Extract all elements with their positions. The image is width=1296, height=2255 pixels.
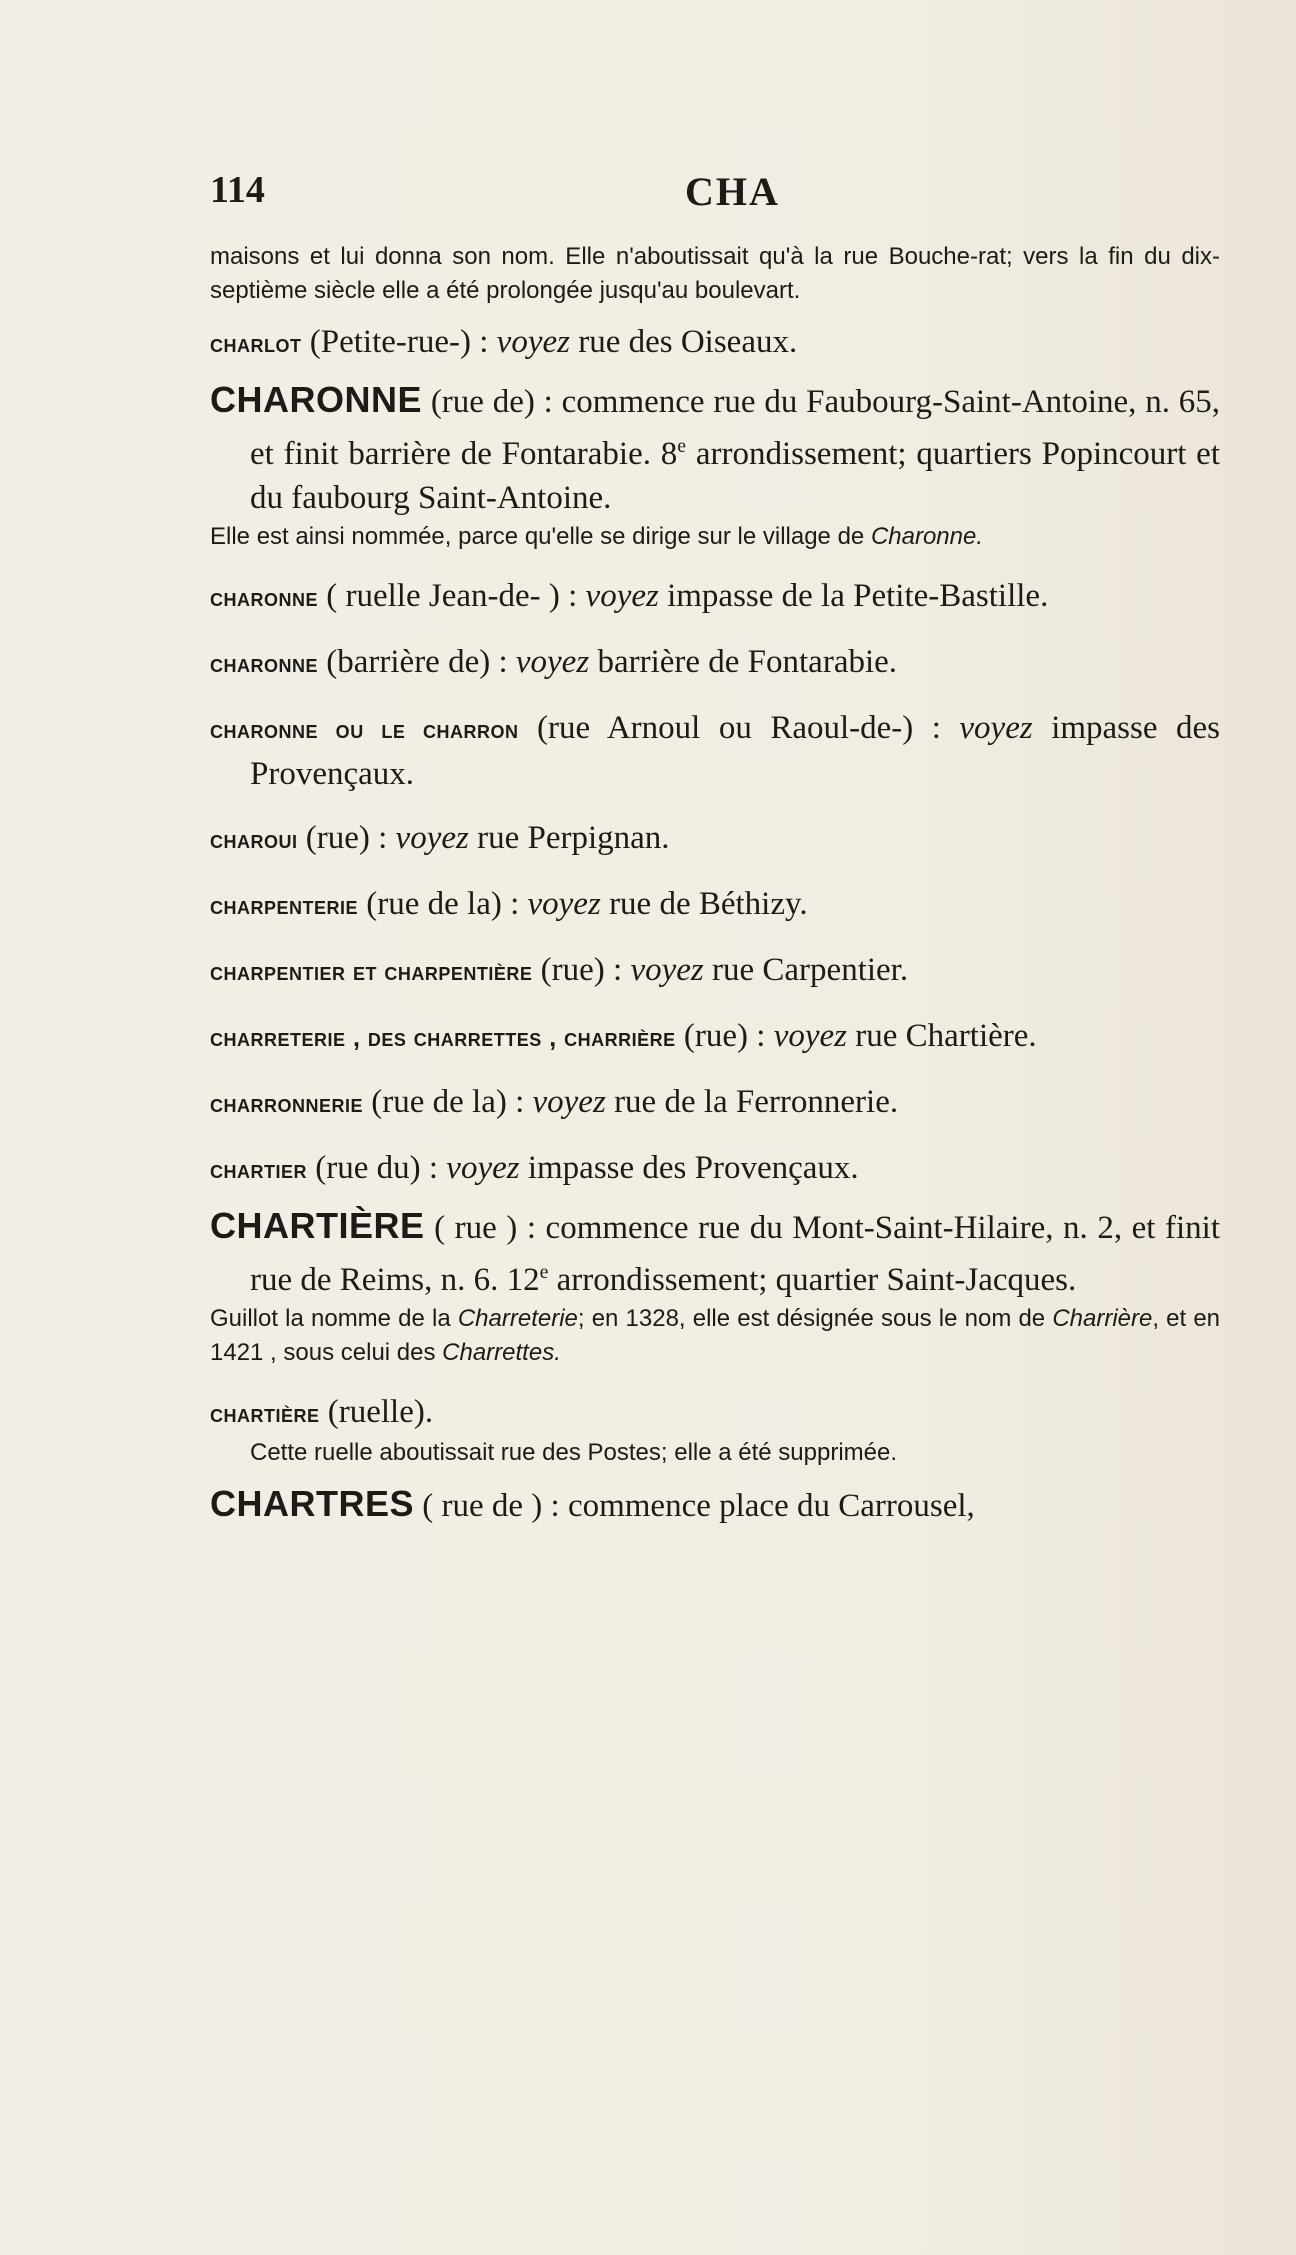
headword: CHARONNE: [210, 379, 423, 420]
note-text: Guillot la nomme de la: [210, 1305, 458, 1332]
entry-charonne-rue: [210, 378, 1220, 520]
entry-charronnerie: [210, 1080, 1220, 1126]
see-ref: voyez: [630, 952, 704, 988]
headword: charonne ou le charron: [210, 716, 519, 744]
entry-text: (ruelle).: [319, 1394, 434, 1430]
entry-text-continued: arrondissement; quartier Saint-Jacques.: [548, 1262, 1077, 1298]
entry-text: (rue du) :: [307, 1150, 447, 1186]
cross-ref-target: rue Perpignan.: [468, 820, 670, 856]
entry-charonne-charron: [210, 706, 1220, 796]
headword: charonne: [210, 650, 319, 678]
entry-charlot: [210, 320, 1220, 366]
entry-charonne-barriere: [210, 640, 1220, 686]
entry-text: (rue) :: [532, 952, 631, 988]
note-italic: Charreterie: [457, 1305, 578, 1332]
entry-text: (Petite-rue-) :: [301, 324, 497, 360]
entry-chartier: [210, 1146, 1220, 1192]
note-italic: Charonne.: [870, 523, 984, 550]
page-header: [210, 168, 1220, 218]
headword: charoui: [210, 826, 298, 854]
entry-charreterie: [210, 1014, 1220, 1060]
see-ref: voyez: [585, 578, 659, 614]
cross-ref-target: impasse des Provençaux.: [250, 710, 1220, 792]
entry-chartiere-rue: [210, 1204, 1220, 1302]
superscript: e: [539, 1261, 549, 1283]
see-ref: voyez: [446, 1150, 520, 1186]
see-ref: voyez: [395, 820, 469, 856]
entry-chartiere-ruelle: [210, 1390, 1220, 1436]
note-text: , et en 1421 , sous celui des: [210, 1305, 1221, 1366]
cross-ref-target: rue Chartière.: [847, 1018, 1037, 1054]
entry-text: (barrière de) :: [318, 644, 516, 680]
headword: charlot: [210, 330, 302, 358]
entry-text-continued: arrondissement; quartiers Popincourt et du faubourg Saint-Antoine.: [250, 436, 1221, 516]
note-text: Elle est ainsi nommée, parce qu'elle se dirige sur le village de: [210, 523, 871, 550]
entry-charonne-ruelle: [210, 574, 1220, 620]
entry-text: ( rue ) : commence rue du Mont-Saint-Hilaire, n. 2, et finit rue de Reims, n. 6. 12: [250, 1210, 1220, 1298]
headword: charronnerie: [210, 1090, 364, 1118]
see-ref: voyez: [959, 710, 1033, 746]
entry-text: (rue Arnoul ou Raoul-de-) :: [518, 710, 960, 746]
cross-ref-target: impasse des Provençaux.: [519, 1150, 859, 1186]
entry-text: ( rue de ) : commence place du Carrousel,: [414, 1488, 975, 1524]
running-head: CHA: [685, 169, 780, 214]
headword: chartière: [210, 1400, 320, 1428]
cross-ref-target: rue Carpentier.: [703, 952, 909, 988]
headword: charpentier et charpentière: [210, 958, 533, 986]
intro-paragraph: maisons et lui donna son nom. Elle n'aboutissait qu'à la rue Bouche-rat; vers la fin du dix-septième siècle elle a été prolongée jusqu'au boulevart.: [210, 243, 1220, 304]
page-content: [210, 240, 1220, 1528]
headword: CHARTRES: [210, 1483, 415, 1524]
see-ref: voyez: [527, 886, 601, 922]
entry-text: ( ruelle Jean-de- ) :: [318, 578, 586, 614]
see-ref: voyez: [515, 644, 590, 680]
see-ref: voyez: [496, 324, 570, 360]
cross-ref-target: barrière de Fontarabie.: [589, 644, 898, 680]
note-italic: Charrière: [1052, 1305, 1153, 1332]
headword: charreterie , des charrettes , charrière: [210, 1024, 676, 1052]
entry-charpenterie: [210, 882, 1220, 928]
superscript: e: [677, 435, 687, 457]
note-italic: Charrettes.: [442, 1339, 561, 1366]
cross-ref-target: rue des Oiseaux.: [569, 324, 798, 360]
headword: charonne: [210, 584, 319, 612]
headword: chartier: [210, 1156, 307, 1184]
entry-text: (rue de la) :: [363, 1084, 533, 1120]
see-ref: voyez: [532, 1084, 606, 1120]
page-number: 114: [210, 169, 265, 211]
entry-chartres: [210, 1482, 1220, 1528]
see-ref: voyez: [773, 1018, 847, 1054]
cross-ref-target: rue de la Ferronnerie.: [605, 1084, 899, 1120]
note-chartiere-ruelle: Cette ruelle aboutissait rue des Postes; elle a été supprimée.: [250, 1439, 898, 1466]
entry-text: (rue de la) :: [358, 886, 528, 922]
cross-ref-target: impasse de la Petite-Bastille.: [658, 578, 1049, 614]
entry-text: (rue de) : commence rue du Faubourg-Saint-Antoine, n. 65, et finit barrière de Fontarabie. 8: [250, 384, 1220, 472]
note-text: ; en 1328, elle est désignée sous le nom de: [577, 1305, 1053, 1332]
entry-text: (rue) :: [675, 1018, 774, 1054]
entry-charoui: [210, 816, 1220, 862]
note-charonne: [210, 520, 1220, 554]
entry-charpentier: [210, 948, 1220, 994]
note-chartiere: [210, 1302, 1220, 1370]
cross-ref-target: rue de Béthizy.: [600, 886, 808, 922]
headword: CHARTIÈRE: [210, 1205, 425, 1246]
entry-text: (rue) :: [297, 820, 396, 856]
headword: charpenterie: [210, 892, 359, 920]
